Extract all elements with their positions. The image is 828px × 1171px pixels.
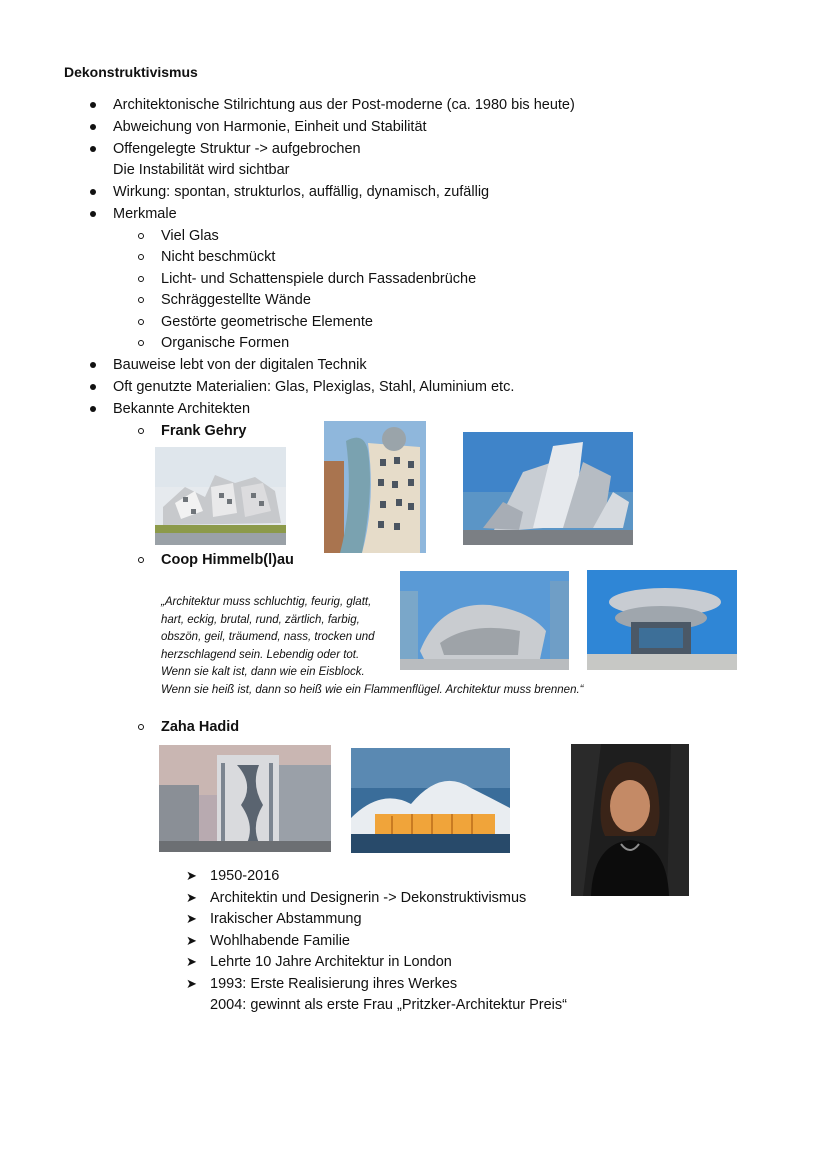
bullet-architekten: Bekannte Architekten	[113, 401, 251, 417]
merkmal-item: Viel Glas	[161, 228, 219, 244]
bullet-struktur: Offengelegte Struktur -> aufgebrochen	[113, 141, 361, 157]
bullet-dot	[90, 146, 96, 152]
sub-bullet-ring	[138, 724, 144, 730]
hadid-fact: Irakischer Abstammung	[210, 911, 362, 927]
sub-bullet-ring	[138, 254, 144, 260]
merkmal-item: Nicht beschmückt	[161, 249, 276, 265]
bullet-dot	[90, 406, 96, 412]
coop-building-photo-1	[400, 571, 569, 670]
quote-line: „Architektur muss schluchtig, feurig, glatt,	[161, 596, 372, 608]
sub-bullet-ring	[138, 428, 144, 434]
sub-bullet-ring	[138, 297, 144, 303]
hadid-building-photo-1	[159, 745, 331, 852]
page-title: Dekonstruktivismus	[64, 64, 198, 80]
quote-line: hart, eckig, brutal, rund, zärtlich, farbig,	[161, 614, 360, 626]
bullet-bauweise: Bauweise lebt von der digitalen Technik	[113, 357, 367, 373]
bullet-dot	[90, 211, 96, 217]
arrow-bullet: ➤	[186, 933, 197, 948]
sub-bullet-ring	[138, 276, 144, 282]
quote-line: Wenn sie heiß ist, dann so heiß wie ein Flammenflügel. Architektur muss brennen.“	[161, 684, 584, 696]
arrow-bullet: ➤	[186, 911, 197, 926]
bullet-dot	[90, 362, 96, 368]
bullet-abweichung: Abweichung von Harmonie, Einheit und Stabilität	[113, 119, 427, 135]
bullet-dot	[90, 102, 96, 108]
merkmal-item: Gestörte geometrische Elemente	[161, 314, 373, 330]
bullet-materialien: Oft genutzte Materialien: Glas, Plexiglas, Stahl, Aluminium etc.	[113, 379, 515, 395]
merkmal-item: Schräggestellte Wände	[161, 292, 311, 308]
arrow-bullet: ➤	[186, 868, 197, 883]
hadid-building-photo-2	[351, 748, 510, 853]
hadid-portrait-photo	[571, 744, 689, 896]
hadid-fact-continued: 2004: gewinnt als erste Frau „Pritzker-Architektur Preis“	[210, 997, 567, 1013]
bullet-stilrichtung: Architektonische Stilrichtung aus der Post-moderne (ca. 1980 bis heute)	[113, 97, 575, 113]
sub-bullet-ring	[138, 557, 144, 563]
bullet-dot	[90, 384, 96, 390]
coop-building-photo-2	[587, 570, 737, 670]
bullet-struktur-continued: Die Instabilität wird sichtbar	[113, 162, 290, 178]
merkmal-item: Organische Formen	[161, 335, 290, 351]
sub-bullet-ring	[138, 340, 144, 346]
merkmal-item: Licht- und Schattenspiele durch Fassadenbrüche	[161, 271, 477, 287]
arrow-bullet: ➤	[186, 954, 197, 969]
bullet-wirkung: Wirkung: spontan, strukturlos, auffällig, dynamisch, zufällig	[113, 184, 490, 200]
quote-line: obszön, geil, träumend, nass, trocken und	[161, 631, 375, 643]
architect-gehry: Frank Gehry	[161, 423, 247, 439]
hadid-fact: 1993: Erste Realisierung ihres Werkes	[210, 976, 458, 992]
arrow-bullet: ➤	[186, 890, 197, 905]
hadid-fact: Lehrte 10 Jahre Architektur in London	[210, 954, 452, 970]
arrow-bullet: ➤	[186, 976, 197, 991]
hadid-fact: 1950-2016	[210, 868, 280, 884]
bullet-merkmale: Merkmale	[113, 206, 177, 222]
architect-coop-himmelblau: Coop Himmelb(l)au	[161, 552, 294, 568]
gehry-building-photo-2	[324, 421, 426, 553]
quote-line: Wenn sie kalt ist, dann wie ein Eisblock.	[161, 666, 365, 678]
bullet-dot	[90, 189, 96, 195]
quote-line: herzschlagend sein. Lebendig oder tot.	[161, 649, 360, 661]
hadid-fact: Architektin und Designerin -> Dekonstruktivismus	[210, 890, 527, 906]
architect-hadid: Zaha Hadid	[161, 719, 240, 735]
sub-bullet-ring	[138, 233, 144, 239]
sub-bullet-ring	[138, 319, 144, 325]
hadid-fact: Wohlhabende Familie	[210, 933, 350, 949]
gehry-building-photo-1	[155, 447, 286, 545]
bullet-dot	[90, 124, 96, 130]
gehry-building-photo-3	[463, 432, 633, 545]
